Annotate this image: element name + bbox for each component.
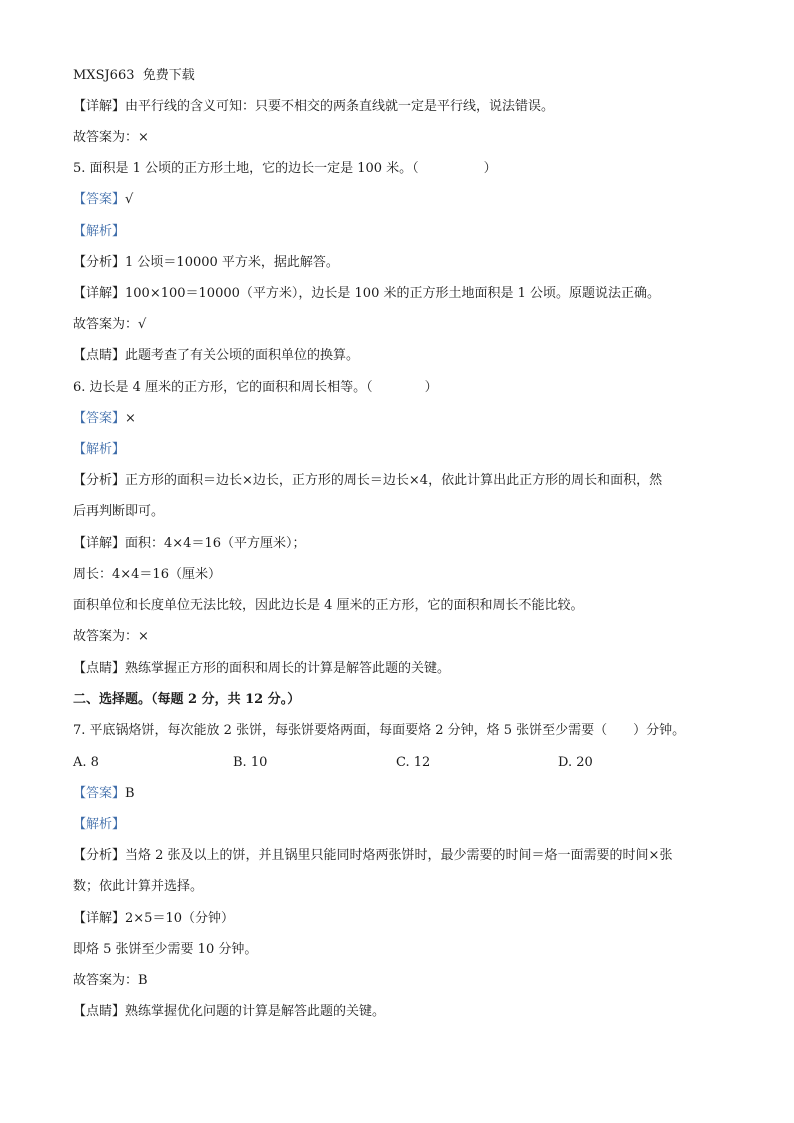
q6-answer-line: 故答案为：× [73, 629, 149, 644]
q7-option-d: D. 20 [558, 755, 593, 770]
comment-tag: 【点睛】 [73, 1004, 126, 1019]
q5-detail [73, 285, 660, 303]
q5-answer [73, 191, 133, 209]
fenxi-tag: 【分析】 [73, 848, 126, 863]
answer-tag: 【答案】 [73, 786, 126, 801]
comment-text: 熟练掌握正方形的面积和周长的计算是解答此题的关键。 [125, 661, 451, 676]
q6-detail-3: 面积单位和长度单位无法比较，因此边长是 4 厘米的正方形，它的面积和周长不能比较。 [73, 598, 584, 613]
q7-answer [73, 785, 135, 803]
comment-text: 此题考查了有关公顷的面积单位的换算。 [125, 348, 360, 363]
q4-detail [73, 98, 554, 116]
q7-option-c: C. 12 [396, 755, 431, 770]
q7-option-b: B. 10 [233, 755, 268, 770]
q5-fenxi [73, 254, 339, 272]
q5-question: 5. 面积是 1 公顷的正方形土地，它的边长一定是 100 米。（ ） [73, 161, 497, 176]
answer-tag: 【答案】 [73, 411, 126, 426]
comment-tag: 【点睛】 [73, 348, 126, 363]
q7-detail-2: 即烙 5 张饼至少需要 10 分钟。 [73, 942, 258, 957]
detail-text: 2×5＝10（分钟） [125, 911, 234, 926]
q6-comment [73, 660, 450, 678]
q6-question: 6. 边长是 4 厘米的正方形，它的面积和周长相等。（ ） [73, 380, 438, 395]
detail-text: 100×100＝10000（平方米），边长是 100 米的正方形土地面积是 1 公顷。原题说法正确。 [125, 286, 661, 301]
answer-value: × [125, 411, 136, 426]
q6-analysis-tag: 【解析】 [73, 442, 126, 457]
fenxi-tag: 【分析】 [73, 473, 126, 488]
header-code: MXSJ663 [73, 68, 135, 83]
q7-detail [73, 910, 234, 928]
answer-tag: 【答案】 [73, 192, 126, 207]
q7-option-a: A. 8 [73, 755, 99, 770]
detail-tag: 【详解】 [73, 911, 126, 926]
answer-value: B [125, 786, 135, 801]
q6-detail-2: 周长：4×4＝16（厘米） [73, 567, 221, 582]
q7-comment [73, 1003, 385, 1021]
fenxi-text: 1 公顷＝10000 平方米，据此解答。 [125, 255, 339, 270]
page-header [73, 67, 195, 85]
fenxi-tag: 【分析】 [73, 255, 126, 270]
fenxi-text: 当烙 2 张及以上的饼，并且锅里只能同时烙两张饼时，最少需要的时间＝烙一面需要的时间×张 [125, 848, 673, 863]
q5-analysis-tag: 【解析】 [73, 224, 126, 239]
fenxi-text: 正方形的面积＝边长×边长，正方形的周长＝边长×4，依此计算出此正方形的周长和面积，然 [125, 473, 663, 488]
answer-value: √ [125, 192, 134, 207]
q4-answer-line: 故答案为：× [73, 130, 149, 145]
q5-answer-line: 故答案为：√ [73, 317, 147, 332]
detail-tag: 【详解】 [73, 286, 126, 301]
comment-text: 熟练掌握优化问题的计算是解答此题的关键。 [125, 1004, 386, 1019]
header-free-download: 免费下载 [142, 68, 195, 83]
q6-answer [73, 410, 136, 428]
detail-text: 由平行线的含义可知：只要不相交的两条直线就一定是平行线，说法错误。 [125, 99, 555, 114]
comment-tag: 【点睛】 [73, 661, 126, 676]
q7-fenxi-cont: 数；依此计算并选择。 [73, 879, 204, 894]
detail-text: 面积：4×4＝16（平方厘米）； [125, 536, 306, 551]
section-title: 二、选择题。（每题 2 分，共 12 分。） [73, 692, 301, 707]
q6-fenxi [73, 472, 662, 490]
q7-question: 7. 平底锅烙饼，每次能放 2 张饼，每张饼要烙两面，每面要烙 2 分钟，烙 5 张饼至少需要（ ）分钟。 [73, 723, 686, 738]
q7-fenxi [73, 847, 672, 865]
q6-fenxi-cont: 后再判断即可。 [73, 504, 165, 519]
q7-analysis-tag: 【解析】 [73, 817, 126, 832]
detail-tag: 【详解】 [73, 99, 126, 114]
detail-tag: 【详解】 [73, 536, 126, 551]
q5-comment [73, 347, 359, 365]
q7-answer-line: 故答案为：B [73, 973, 148, 988]
q6-detail [73, 535, 306, 553]
